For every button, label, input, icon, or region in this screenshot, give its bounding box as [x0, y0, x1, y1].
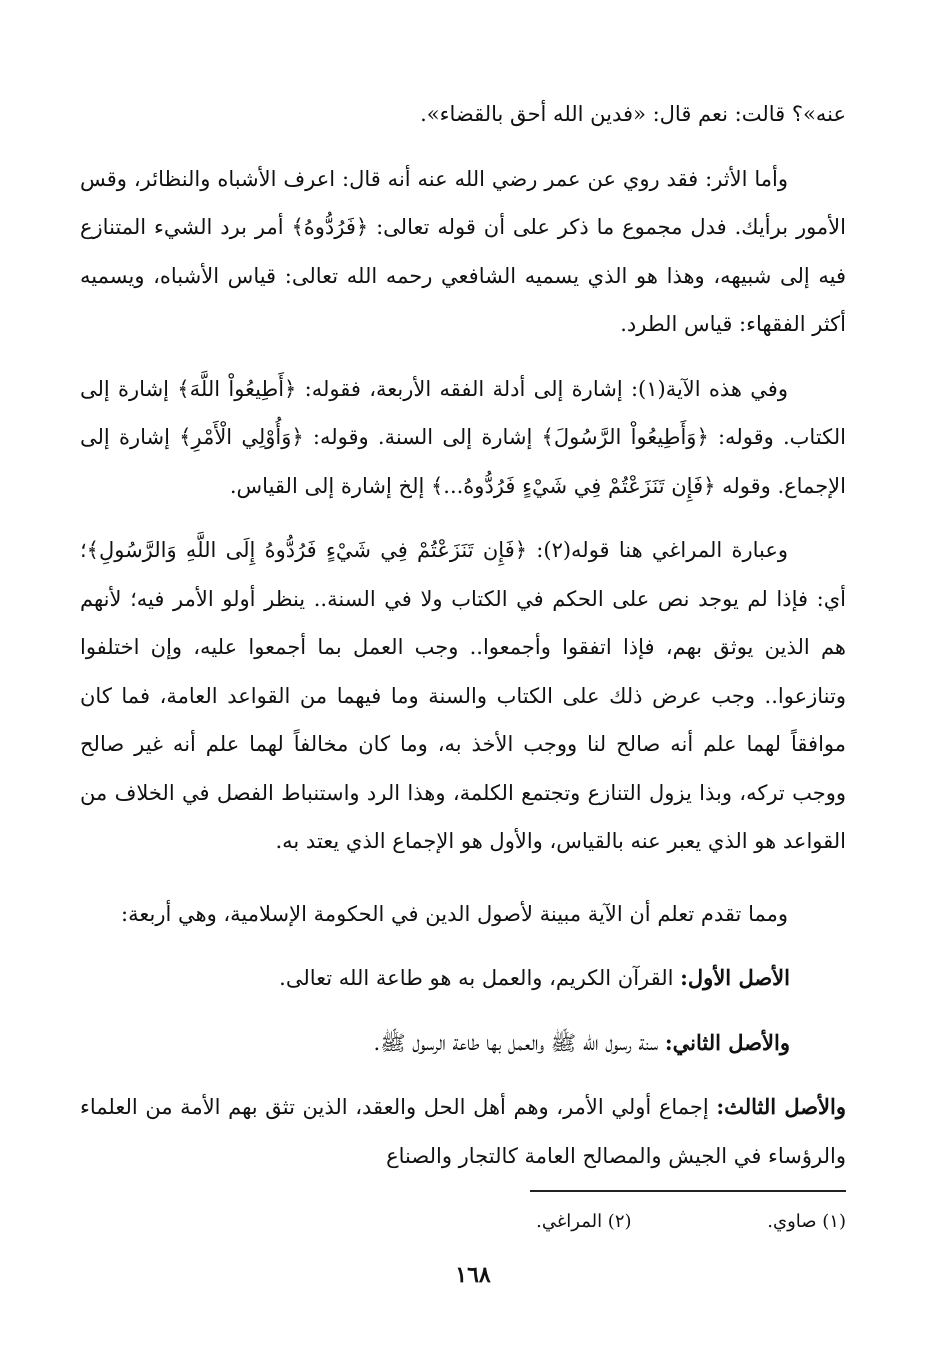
pillar-third-text: إجماع أولي الأمر، وهم أهل الحل والعقد، الذين تثق بهم الأمة من العلماء والرؤساء في الجيش والمصالح العامة كالتجار والصناع — [80, 1095, 846, 1168]
paragraph-athar: وأما الأثر: فقد روي عن عمر رضي الله عنه أنه قال: اعرف الأشباه والنظائر، وقس الأمور برأيك. فدل مجموع ما ذكر على أن قوله تعالى: ﴿فَرُدُّوهُ﴾ أمر برد الشيء المتنازع فيه إلى شبيهه، وهذا هو الذي يسميه الشافعي رحمه الله تعالى: قياس الأشباه، ويسميه أكثر الفقهاء: قياس الطرد. — [80, 166, 846, 336]
page-number: ١٦٨ — [455, 1262, 491, 1288]
paragraph-continuation: عنه»؟ قالت: نعم قال: «فدين الله أحق بالقضاء». — [420, 102, 846, 126]
footnote-2: (٢) المراغي. — [536, 1211, 632, 1232]
paragraph-intro-pillars: ومما تقدم تعلم أن الآية مبينة لأصول الدين في الحكومة الإسلامية، وهي أربعة: — [121, 901, 788, 926]
main-text — [80, 90, 846, 1180]
paragraph-four-evidences: وفي هذه الآية(١): إشارة إلى أدلة الفقه الأربعة، فقوله: ﴿أَطِيعُواْ اللَّهَ﴾ إشارة إلى الكتاب. وقوله: ﴿وَأَطِيعُواْ الرَّسُولَ﴾ إشارة إلى السنة. وقوله: ﴿وَأُوْلِي الْأَمْرِ﴾ إشارة إلى الإجماع. وقوله ﴿فَإِن تَنَزَعْتُمْ فِي شَيْءٍ فَرُدُّوهُ...﴾ إلخ إشارة إلى القياس. — [80, 376, 846, 498]
pillar-first-label: الأصل الأول: — [680, 965, 790, 990]
footnote-separator — [530, 1190, 846, 1192]
pillar-second — [80, 1019, 846, 1068]
pillar-first — [80, 954, 846, 1003]
footnotes — [326, 1208, 846, 1236]
pillar-third-label: والأصل الثالث: — [716, 1094, 847, 1119]
paragraph-maraghi: وعبارة المراغي هنا قوله(٢): ﴿فَإِن تَنَزَعْتُمْ فِي شَيْءٍ فَرُدُّوهُ إِلَى اللَّهِ وَالرَّسُولِ﴾؛ أي: فإذا لم يوجد نص على الحكم في الكتاب ولا في السنة.. ينظر أولو الأمر فيه؛ لأنهم هم الذين يوثق بهم، فإذا اتفقوا وأجمعوا.. وجب العمل بما أجمعوا عليه، وإن اختلفوا وتنازعوا.. وجب عرض ذلك على الكتاب والسنة وما فيهما من القواعد العامة، فما كان موافقاً لهما علم أنه صالح لنا ووجب الأخذ به، وما كان مخالفاً لهما علم أنه غير صالح ووجب تركه، وبذا يزول التنازع وتجتمع الكلمة، وهذا الرد واستنباط الفصل في الخلاف من القواعد هو الذي يعبر عنه بالقياس، والأول هو الإجماع الذي يعتد به. — [80, 538, 846, 853]
pillar-second-text: سنة رسول الله ﷺ والعمل بها طاعة الرسول ﷺ. — [373, 1030, 665, 1055]
pillar-first-text: القرآن الكريم، والعمل به هو طاعة الله تعالى. — [279, 966, 681, 990]
pillar-second-label: والأصل الثاني: — [664, 1029, 790, 1055]
pillar-third — [80, 1083, 846, 1180]
footnote-1: (١) صاوي. — [767, 1211, 846, 1232]
